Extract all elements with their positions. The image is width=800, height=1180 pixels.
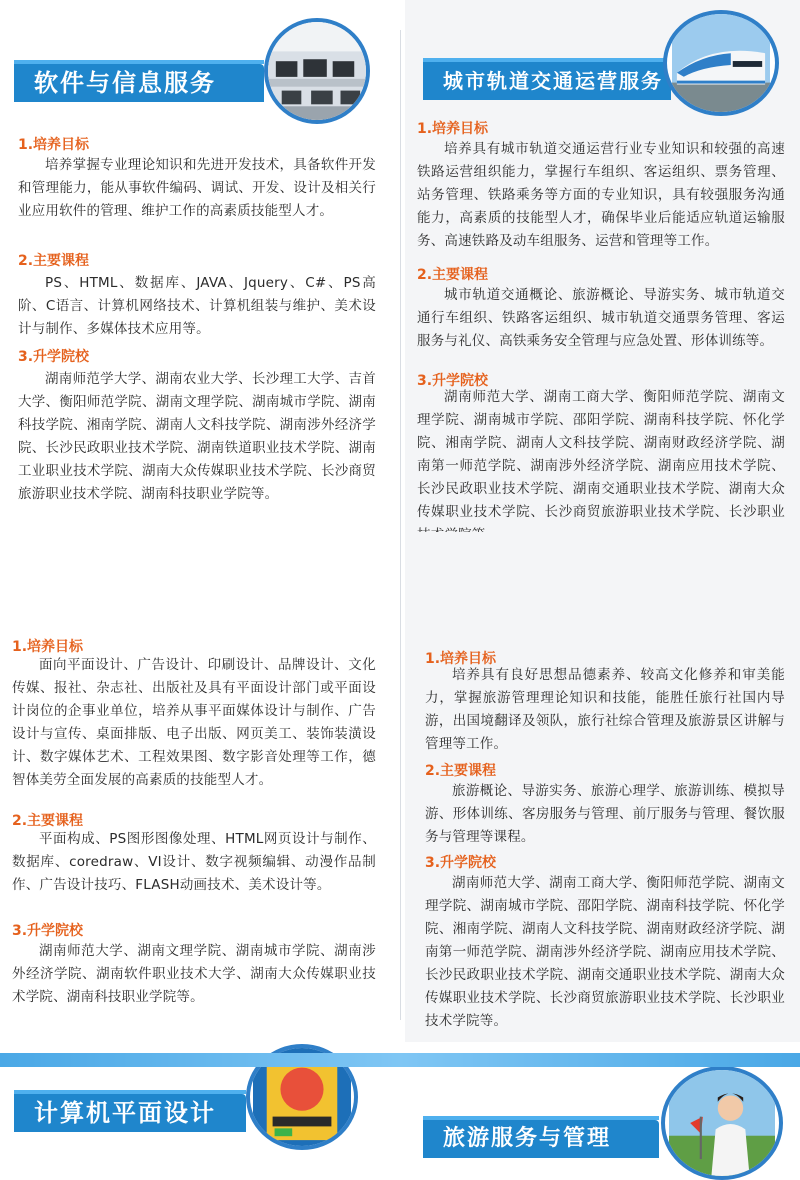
tour-guide-photo-icon — [661, 1066, 783, 1180]
goal-text: 培养具有良好思想品德素养、较高文化修养和审美能力，掌握旅游管理理论知识和技能，能胜任旅行社国内导游，出国境翻译及领队，旅行社综合管理及旅游景区讲解与管理等工作。 — [425, 667, 785, 752]
bottom-bar — [0, 1053, 800, 1067]
goal-text: 面向平面设计、广告设计、印刷设计、品牌设计、文化传媒、报社、杂志社、出版社及具有平面设计部门或平面设计岗位的企事业单位，培养从事平面媒体设计与制作、广告设计与宣传、桌面排版、电子出版、网页美工、装饰装潢设计、数字媒体艺术、工程效果图、数字影音处理等工作，德智体美劳全面发展的高素质的技能型人才。 — [12, 657, 376, 788]
course-heading: 2.主要课程 — [12, 813, 84, 829]
section-title: 软件与信息服务 — [14, 64, 264, 102]
section-tourism — [405, 532, 800, 1151]
school-heading: 3.升学院校 — [12, 923, 84, 939]
section-title: 计算机平面设计 — [14, 1094, 246, 1132]
school-heading: 3.升学院校 — [425, 855, 497, 871]
school-text: 湖南师范学大学、湖南农业大学、长沙理工大学、吉首大学、衡阳师范学院、湖南文理学院、湖南城市学院、湖南科技学院、湘南学院、湖南人文科技学院、湖南涉外经济学院、长沙民政职业技术学院、湖南铁道职业技术学院、湖南工业职业技术学院、湖南大众传媒职业技术学院、长沙商贸旅游职业技术学院、湖南科技职业学院等。 — [18, 371, 376, 502]
school-text: 湖南师范大学、湖南工商大学、衡阳师范学院、湖南文理学院、湖南城市学院、邵阳学院、湖南科技学院、怀化学院、湘南学院、湖南人文科技学院、湖南财政经济学院、湖南第一师范学院、湖南涉外经济学院、湖南应用技术学院、长沙民政职业技术学院、湖南交通职业技术学院、湖南大众传媒职业技术学院、长沙商贸旅游职业技术学院、长沙职业技术学院等。 — [425, 875, 785, 1029]
section-rail — [405, 0, 800, 532]
goal-heading: 1.培养目标 — [417, 121, 489, 137]
course-text: 旅游概论、导游实务、旅游心理学、旅游训练、模拟导游、形体训练、客房服务与管理、前厅服务与管理、餐饮服务与管理等课程。 — [425, 783, 785, 845]
goal-heading: 1.培养目标 — [18, 137, 90, 153]
section-title: 城市轨道交通运营服务 — [423, 62, 671, 100]
course-heading: 2.主要课程 — [425, 763, 497, 779]
school-text: 湖南师范大学、湖南工商大学、衡阳师范学院、湖南文理学院、湖南城市学院、邵阳学院、湖南科技学院、怀化学院、湘南学院、湖南人文科技学院、湖南财政经济学院、湖南第一师范学院、湖南涉外经济学院、湖南应用技术学院、长沙民政职业技术学院、湖南交通职业技术学院、湖南大众传媒职业技术学院、长沙商贸旅游职业技术学院、长沙职业 — [417, 389, 785, 520]
computer-lab-photo-icon — [264, 18, 370, 124]
course-text: 城市轨道交通概论、旅游概论、导游实务、城市轨道交通行车组织、铁路客运组织、城市轨道交通票务管理、客运服务与礼仪、高铁乘务安全管理与应急处置、形体训练等。 — [417, 287, 785, 349]
goal-text: 培养具有城市轨道交通运营行业专业知识和较强的高速铁路运营组织能力，掌握行车组织、客运组织、票务管理、站务管理、铁路乘务等方面的专业知识，具有较强服务沟通能力，高素质的技能型人才，确保毕业后能适应轨道运输服务、高速铁路及动车组服务、运营和管理等工作。 — [417, 141, 785, 249]
school-heading: 3.升学院校 — [417, 373, 489, 389]
high-speed-train-photo-icon — [663, 10, 779, 116]
school-heading: 3.升学院校 — [18, 349, 90, 365]
section-graphic-design — [0, 520, 398, 1127]
course-heading: 2.主要课程 — [417, 267, 489, 283]
course-text: 平面构成、PS图形图像处理、HTML网页设计与制作、数据库、coredraw、VI设计、数字视频编辑、动漫作品制作、广告设计技巧、FLASH动画技术、美术设计等。 — [12, 831, 376, 893]
goal-text: 培养掌握专业理论知识和先进开发技术，具备软件开发和管理能力，能从事软件编码、调试、开发、设计及相关行业应用软件的管理、维护工作的高素质技能型人才。 — [18, 157, 376, 219]
school-text: 湖南师范大学、湖南文理学院、湖南城市学院、湖南涉外经济学院、湖南软件职业技术大学、湖南大众传媒职业技术学院、湖南科技职业学院等。 — [12, 943, 376, 1005]
goal-heading: 1.培养目标 — [12, 639, 84, 655]
goal-heading: 1.培养目标 — [425, 651, 497, 667]
section-title: 旅游服务与管理 — [423, 1120, 659, 1158]
course-heading: 2.主要课程 — [18, 253, 90, 269]
column-divider — [400, 30, 401, 1020]
course-text: PS、HTML、数据库、JAVA、Jquery、C#、PS高阶、C语言、计算机网络技术、计算机组装与维护、美术设计与制作、多媒体技术应用等。 — [18, 275, 376, 337]
section-software — [0, 0, 398, 532]
